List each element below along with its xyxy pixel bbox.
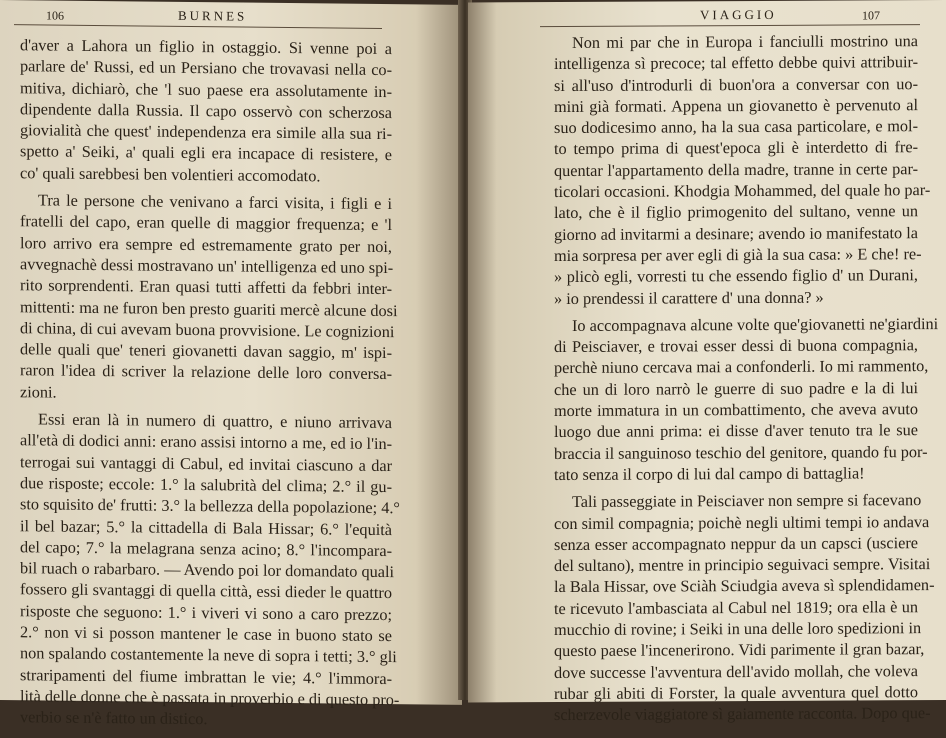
text-line: del sultano), mentre in principio seguivaci sempre. Visitai (554, 554, 931, 576)
text-line: che un di loro narrò le guerre di suo padre e la di lui (554, 377, 918, 399)
text-line: Tali passeggiate in Peisciaver non sempre si facevano (572, 490, 922, 512)
paragraph (554, 489, 935, 725)
left-page-body (20, 34, 400, 737)
text-line: Non mi par che in Europa i fanciulli mostrino una (572, 31, 918, 52)
text-line: bil ruach o rabarbaro. — Avendo poi lor domandato quali (20, 558, 395, 582)
text-line: spetto a' Seiki, a' quali egli era incapace di resistere, e (20, 141, 392, 165)
text-line: straripamenti del fiume imbrattan le vie; 4.° l'immora- (20, 664, 392, 688)
right-page-number: 107 (862, 8, 880, 23)
text-line: quentar l'appartamento della madre, tranne in certe par- (554, 158, 918, 180)
paragraph (20, 189, 398, 406)
right-running-head: VIAGGIO (700, 6, 777, 23)
text-line: d'aver a Lahora un figlio in ostaggio. Si venne poi a (20, 35, 392, 59)
right-page-body (554, 30, 939, 731)
paragraph (554, 30, 931, 309)
text-line: dipendente dalla Russia. Il capo osservò con scherzosa (20, 99, 392, 122)
text-line: dove successe l'avventura dell'avido mollah, che voleva (554, 660, 918, 682)
text-line: Io accompagnava alcune volte que'giovanetti ne'giardini (572, 313, 939, 335)
text-line: si all'uso d'introdurli di buon'ora a conversar con uo- (554, 73, 918, 95)
text-line: questo paese l'incenerirono. Vidi parimente il gran bazar, (554, 639, 925, 661)
text-line: mini già formati. Appena un giovanetto è pervenuto al (554, 95, 918, 116)
text-line: » io prendessi il carattere d' una donna? » (554, 287, 824, 308)
text-line: 2.° non vi si posson mantener le case in buono stato se (20, 622, 392, 646)
paragraph (20, 34, 392, 187)
paragraph (20, 408, 400, 731)
text-line: all'età di dodici anni: erano assisi intorno a me, ed io l'in- (20, 430, 393, 454)
text-line: te ricevuto l'ambasciata al Cabul nel 1819; ora ella è un (554, 596, 918, 618)
text-line: sto squisito de' frutti: 3.° la bellezza della popolazione; 4.° (20, 494, 400, 518)
text-line: Essi eran là in numero di quattro, e niuno arrivava (38, 409, 392, 433)
paragraph (554, 313, 939, 485)
text-line: tato senza il corpo di lui dal campo di battaglia! (554, 463, 865, 484)
text-line: suo dodicesimo anno, ha la sua casa particolare, e mol- (554, 116, 918, 138)
text-line: scherzevole viaggiatore sì gaiamente racconta. Dopo que- (554, 703, 931, 725)
text-line: ticolari occasioni. Khodgia Mohammed, del quale ho par- (554, 180, 931, 202)
left-page-number: 106 (46, 8, 64, 23)
text-line: giovialità che quest' independenza era simile alla sua ri- (20, 120, 392, 144)
text-line: non spalando costantemente la neve di sopra i tetti; 3.° gli (20, 643, 397, 667)
text-line: zioni. (20, 381, 57, 402)
text-line: il bel bazar; 5.° la cittadella di Bala Hissar; 6.° l'equità (20, 515, 392, 539)
text-line: » plicò egli, vorresti tu che essendo figlio d' un Durani, (554, 265, 918, 287)
text-line: perchè niuno cercava mai a confonderli. Io mi rammento, (554, 356, 929, 378)
text-line: morte immatura in un combattimento, che aveva avuto (554, 399, 918, 421)
text-line: Tra le persone che venivano a farci visita, i figli e i (38, 190, 392, 214)
text-line: verbio se n'è fatto un distico. (20, 707, 208, 729)
text-line: raron l'idea di scriver la relazione delle loro conversa- (20, 360, 392, 384)
text-line: fratelli del capo, eran quelle di maggior frequenza; e 'l (20, 211, 392, 235)
right-page (468, 0, 946, 725)
text-line: la Bala Hissar, ove Sciàh Sciudgia aveva sì splendidamen- (554, 575, 935, 597)
text-line: intelligenza sì precoce; tal effetto debbe quivi attribuir- (554, 52, 918, 74)
text-line: mitiva, dichiarò, che 'l suo paese era assolutamente in- (20, 77, 392, 101)
text-line: mittenti: ma ne furon ben presto guariti mercè alcune dosi (20, 296, 398, 320)
text-line: terrogai sui vantaggi di Cabul, ed invitai ciascuno a dar (20, 451, 392, 475)
text-line: due risposte; eccole: 1.° la salubrità del clima; 2.° il gu- (20, 473, 392, 497)
text-line: loro arrivo era sempre ed estremamente grato per noi, (20, 232, 392, 256)
text-line: giorno ad invitarmi a desinare; avendo io manifestato la (554, 222, 918, 244)
text-line: parlare de' Russi, ed un Persiano che trovavasi nella co- (20, 56, 392, 80)
text-line: risposte che seguono: 1.° i viveri vi sono a caro prezzo; (20, 600, 392, 624)
text-line: braccia il sanguinoso teschio del genitore, quando fu por- (554, 441, 928, 463)
text-line: di Peisciaver, e trovai esser dessi di buona compagnia, (554, 335, 918, 357)
text-line: delle quali que' teneri giovanetti davan saggio, m' ispi- (20, 339, 392, 363)
text-line: del capo; 7.° la melagrana senza acino; 8.° l'incompara- (20, 537, 392, 560)
text-line: lato, che è il figlio primogenito del sultano, venne un (554, 201, 918, 223)
text-line: mucchio di rovine; i Seiki in una delle loro spedizioni in (554, 618, 922, 640)
text-line: senza esser accompagnato neppur da un capsci (usciere (554, 532, 918, 554)
left-running-head: BURNES (178, 7, 248, 24)
text-line: rubar gli abiti di Forster, la quale avventura quel dotto (554, 682, 918, 703)
text-line: di china, di cui avevam buona provvisione. Le cognizioni (20, 318, 395, 341)
text-line: con simil compagnia; poichè negli ultimi tempi io andava (554, 511, 930, 533)
text-line: avvegnachè dessi mostravano un' intelligenza ed uno spi- (20, 254, 394, 278)
left-page (0, 0, 462, 729)
text-line: to tempo prima di quest'epoca gli è interdetto di fre- (554, 137, 918, 159)
text-line: luogo due anni prima: ei disse d'aver tenuto tra le sue (554, 420, 918, 442)
text-line: rito sorprendenti. Eran quasi tutti affetti da febbri inter- (20, 275, 392, 299)
text-line: fossero gli svantaggi di quella città, essi dieder le quattro (20, 579, 392, 603)
text-line: lità delle donne che è passata in proverbio e di questo pro- (20, 686, 400, 710)
text-line: mia sorpresa per aver egli di già la sua casa: » E che! re- (554, 244, 922, 266)
text-line: co' quali sarebbesi ben volentieri accomodato. (20, 162, 321, 186)
